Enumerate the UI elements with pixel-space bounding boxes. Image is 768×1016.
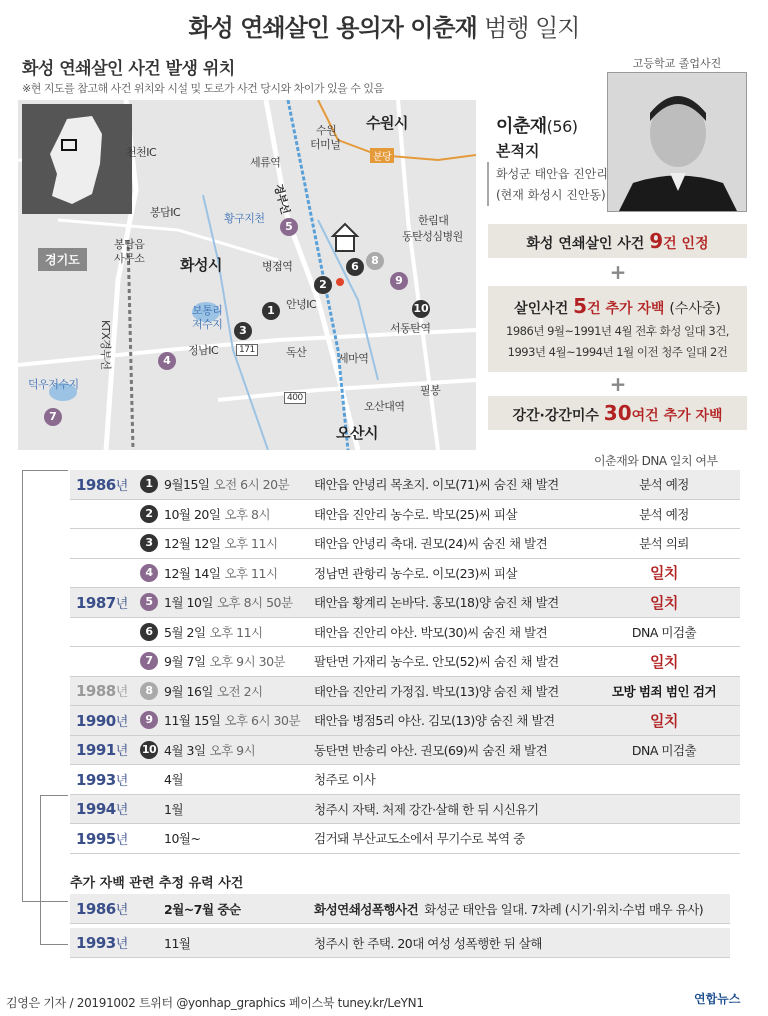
extra-table xyxy=(70,894,730,962)
label-hwaseong-city: 화성시 xyxy=(180,256,222,274)
timeline-row xyxy=(70,618,740,648)
box2-pre: 살인사건 xyxy=(514,301,574,317)
timeline-table xyxy=(70,470,740,854)
extra-title: 화성연쇄성폭행사건 xyxy=(314,901,419,917)
label-osan-city: 오산시 xyxy=(336,424,378,442)
case-date xyxy=(164,623,314,641)
date-text: 9월15일 xyxy=(164,477,210,493)
case-description: 정남면 관항리 농수로. 이모(23)씨 피살 xyxy=(314,565,518,581)
label-sema: 세마역 xyxy=(338,352,369,365)
label-ktx: KTX경부선 xyxy=(99,320,112,370)
dna-result: 일치 xyxy=(650,711,678,730)
case-date xyxy=(164,711,314,729)
dna-column-header: 이춘재와 DNA 일치 여부 xyxy=(594,454,718,468)
timeline-year xyxy=(70,770,140,789)
label-hwanggu: 황구지천 xyxy=(224,212,265,225)
dna-result: DNA 미검출 xyxy=(631,742,697,758)
title-main: 화성 연쇄살인 용의자 이춘재 xyxy=(188,14,477,42)
label-road-400: 400 xyxy=(284,392,306,404)
label-dosan: 독산 xyxy=(286,346,307,359)
label-seodongtan: 서동탄역 xyxy=(390,322,431,335)
timeline-row xyxy=(70,470,740,500)
suspect-name xyxy=(496,112,578,138)
extra-year xyxy=(70,899,140,918)
year-value: 1994 xyxy=(76,800,116,819)
label-suwon-city: 수원시 xyxy=(366,114,408,132)
year-value: 1993 xyxy=(76,934,116,952)
date-text: 4월 xyxy=(164,772,184,788)
map-marker-3: 3 xyxy=(234,322,252,340)
map-marker-10: 10 xyxy=(412,300,430,318)
label-suwon-terminal-2: 터미널 xyxy=(310,138,341,151)
case-description: 팔탄면 가재리 농수로. 안모(52)씨 숨진 채 발견 xyxy=(314,654,559,670)
time-text: 오후 8시 xyxy=(224,506,271,522)
map-marker-1: 1 xyxy=(262,302,280,320)
timeline-row xyxy=(70,736,740,766)
time-text: 오후 11시 xyxy=(224,536,278,552)
year-value: 1995 xyxy=(76,829,116,848)
timeline-row xyxy=(70,559,740,589)
date-text: 4월 3일 xyxy=(164,742,206,758)
extra-year xyxy=(70,933,140,952)
year-suffix: 년 xyxy=(115,773,128,789)
label-bundang: 분당 xyxy=(370,148,394,163)
case-date xyxy=(164,475,314,493)
extra-row xyxy=(70,928,730,958)
timeline-year xyxy=(70,799,140,818)
case-date xyxy=(164,593,314,611)
map-heading: 화성 연쇄살인 사건 발생 위치 xyxy=(22,59,235,79)
time-text: 오후 8시 50분 xyxy=(216,595,293,611)
timeline-year xyxy=(70,711,140,730)
box2-line2: 1986년 9월~1991년 4월 전후 화성 일대 3건, xyxy=(506,324,729,338)
date-text: 5월 2일 xyxy=(164,624,206,640)
case-date xyxy=(164,682,314,700)
case-number-badge: 8 xyxy=(140,682,158,700)
year-value: 1988 xyxy=(76,682,116,701)
suspect-age: (56) xyxy=(546,117,578,136)
korea-inset-map xyxy=(22,104,132,214)
extra-heading: 추가 자백 관련 추정 유력 사건 xyxy=(70,876,244,891)
case-number-badge: 10 xyxy=(140,741,158,759)
dna-result: 분석 예정 xyxy=(639,477,689,493)
label-bongdam-ic: 봉담IC xyxy=(150,206,181,219)
case-description: 청주로 이사 xyxy=(314,772,376,788)
case-number-badge: 4 xyxy=(140,564,158,582)
suspect-photo xyxy=(607,72,747,212)
dna-result: 모방 범죄 범인 검거 xyxy=(611,683,717,699)
case-number-badge: 9 xyxy=(140,711,158,729)
label-osandae: 오산대역 xyxy=(364,400,405,413)
suspect-name-text: 이춘재 xyxy=(496,116,547,137)
origin-label: 본적지 xyxy=(496,142,540,160)
timeline-year xyxy=(70,829,140,848)
case-number-badge: 3 xyxy=(140,534,158,552)
date-text: 11월 15일 xyxy=(164,713,221,729)
year-suffix: 년 xyxy=(115,803,128,819)
summary-box-murders xyxy=(488,286,747,372)
date-text: 10월 20일 xyxy=(164,506,221,522)
box2-line3: 1993년 4월~1994년 1월 이전 청주 일대 2건 xyxy=(507,345,728,359)
case-description: 태안읍 진안리 가정집. 박모(13)양 숨진 채 발견 xyxy=(314,683,559,699)
date-text: 10월~ xyxy=(164,831,201,847)
map-marker-6: 6 xyxy=(346,258,364,276)
dna-result: 분석 예정 xyxy=(639,506,689,522)
label-boryong-2: 저수지 xyxy=(192,318,223,331)
map-marker-5: 5 xyxy=(280,218,298,236)
case-date xyxy=(164,741,314,759)
photo-caption: 고등학교 졸업사진 xyxy=(632,57,722,70)
extra-row xyxy=(70,894,730,924)
year-suffix: 년 xyxy=(115,832,128,848)
year-suffix: 년 xyxy=(115,744,128,760)
year-suffix: 년 xyxy=(115,596,128,612)
extra-place: 화성군 태안읍 일대. 7차례 (시기·위치·수법 매우 유사) xyxy=(424,901,704,917)
box2-num: 5 xyxy=(573,294,588,318)
case-date xyxy=(164,564,314,582)
timeline-year xyxy=(70,593,140,612)
title-sub: 범행 일지 xyxy=(484,14,580,42)
case-description: 청주시 자택. 처제 강간·살해 한 뒤 시신유기 xyxy=(314,801,539,817)
case-number-badge: 1 xyxy=(140,475,158,493)
timeline-year xyxy=(70,475,140,494)
label-hallym-1: 한림대 xyxy=(418,214,449,227)
case-date xyxy=(164,652,314,670)
origin-divider xyxy=(487,162,489,206)
case-date xyxy=(164,505,314,523)
map-marker-4: 4 xyxy=(158,352,176,370)
time-text: 오후 9시 30분 xyxy=(209,654,286,670)
timeline-row xyxy=(70,795,740,825)
box2-red: 건 추가 자백 xyxy=(587,301,665,317)
box1-pre: 화성 연쇄살인 사건 xyxy=(526,236,650,252)
box2-post: (수사중) xyxy=(669,301,721,317)
year-value: 1990 xyxy=(76,711,116,730)
timeline-row xyxy=(70,765,740,795)
timeline-row xyxy=(70,824,740,854)
summary-box-confirmed xyxy=(488,224,747,258)
case-description: 태안읍 안녕리 목초지. 이모(71)씨 숨진 채 발견 xyxy=(314,477,559,493)
byline: 김영은 기자 / 20191002 트위터 @yonhap_graphics 페이스북 tuney.kr/LeYN1 xyxy=(6,996,424,1010)
timeline-row xyxy=(70,529,740,559)
case-description: 동탄면 반송리 야산. 권모(69)씨 숨진 채 발견 xyxy=(314,742,548,758)
year-suffix: 년 xyxy=(115,903,128,918)
year-suffix: 년 xyxy=(115,714,128,730)
date-text: 1월 10일 xyxy=(164,595,213,611)
label-pilbong: 필봉 xyxy=(420,384,441,397)
extra-description xyxy=(314,900,703,918)
label-seryu: 세류역 xyxy=(250,156,281,169)
timeline-year xyxy=(70,740,140,759)
label-suwon-terminal-1: 수원 xyxy=(316,124,337,137)
label-road-171: 171 xyxy=(236,344,258,356)
label-deoku: 덕우저수지 xyxy=(28,378,79,391)
date-text: 12월 12일 xyxy=(164,536,221,552)
case-number-badge: 2 xyxy=(140,505,158,523)
case-description: 태안읍 진안리 야산. 박모(30)씨 숨진 채 발견 xyxy=(314,624,548,640)
label-byeongjeom: 병점역 xyxy=(262,260,293,273)
extra-place: 청주시 한 주택. 20대 여성 성폭행한 뒤 살해 xyxy=(314,935,542,951)
date-text: 12월 14일 xyxy=(164,565,221,581)
case-number-badge: 5 xyxy=(140,593,158,611)
timeline-row xyxy=(70,588,740,618)
origin-address: 화성군 태안읍 진안리 xyxy=(496,167,608,181)
label-gyeongbu: 경부선 xyxy=(271,182,292,216)
label-boryong-1: 보통리 xyxy=(192,304,223,317)
label-jeongnam: 정남IC xyxy=(188,344,219,357)
timeline-row xyxy=(70,647,740,677)
date-text: 9월 16일 xyxy=(164,683,213,699)
label-bongdam-office-1: 봉담읍 xyxy=(114,238,145,251)
year-suffix: 년 xyxy=(115,937,128,952)
box1-num: 9 xyxy=(649,229,664,253)
yonhap-logo: 연합뉴스 xyxy=(694,992,741,1006)
case-description: 태안읍 안녕리 축대. 권모(24)씨 숨진 채 발견 xyxy=(314,536,548,552)
time-text: 오후 9시 xyxy=(209,742,256,758)
dna-result: 일치 xyxy=(650,564,678,583)
time-text: 오전 6시 20분 xyxy=(213,477,290,493)
summary-box-rapes xyxy=(488,396,747,430)
page-title xyxy=(0,8,768,43)
case-date xyxy=(164,534,314,552)
year-suffix: 년 xyxy=(115,685,128,701)
date-text: 1월 xyxy=(164,801,184,817)
extra-date: 2월~7월 중순 xyxy=(164,901,241,917)
date-text: 9월 7일 xyxy=(164,654,206,670)
box3-num: 30 xyxy=(603,401,632,425)
plus-sign-2: + xyxy=(609,372,627,396)
case-date xyxy=(164,770,314,788)
crime-location-map xyxy=(18,100,476,450)
case-description: 태안읍 진안리 농수로. 박모(25)씨 피살 xyxy=(314,506,518,522)
time-text: 오후 6시 30분 xyxy=(224,713,301,729)
case-date xyxy=(164,800,314,818)
label-hallym-2: 동탄성심병원 xyxy=(402,230,463,243)
timeline-row xyxy=(70,500,740,530)
case-description: 태안읍 황계리 논바닥. 홍모(18)양 숨진 채 발견 xyxy=(314,595,559,611)
timeline-row xyxy=(70,706,740,736)
extra-date: 11월 xyxy=(164,935,191,951)
dna-result: 일치 xyxy=(650,652,678,671)
plus-sign: + xyxy=(609,260,627,284)
case-description: 태안읍 병점5리 야산. 김모(13)양 숨진 채 발견 xyxy=(314,713,555,729)
label-bongdam-office-2: 사무소 xyxy=(114,252,145,265)
time-text: 오전 2시 xyxy=(216,683,263,699)
map-marker-9: 9 xyxy=(390,272,408,290)
timeline-row xyxy=(70,677,740,707)
time-text: 오후 11시 xyxy=(224,565,278,581)
case-number-badge: 7 xyxy=(140,652,158,670)
box3-red: 여건 추가 자백 xyxy=(631,408,723,424)
extra-description xyxy=(314,934,542,952)
gyeonggi-tag: 경기도 xyxy=(38,248,87,271)
origin-address-current: (현재 화성시 진안동) xyxy=(496,188,606,202)
year-value: 1986 xyxy=(76,475,116,494)
timeline-bracket-1993 xyxy=(40,795,68,945)
dna-result: DNA 미검출 xyxy=(631,624,697,640)
time-text: 오후 11시 xyxy=(209,624,263,640)
year-suffix: 년 xyxy=(115,478,128,494)
case-date xyxy=(164,829,314,847)
box1-post: 건 인정 xyxy=(663,236,709,252)
label-anyeong: 안녕IC xyxy=(286,298,317,311)
map-marker-2: 2 xyxy=(314,276,332,294)
map-marker-8: 8 xyxy=(366,252,384,270)
case-number-badge: 6 xyxy=(140,623,158,641)
year-value: 1991 xyxy=(76,741,116,760)
map-marker-7: 7 xyxy=(44,408,62,426)
dna-result: 일치 xyxy=(650,593,678,612)
box3-pre: 강간·강간미수 xyxy=(512,408,604,424)
case-description: 검거돼 부산교도소에서 무기수로 복역 중 xyxy=(314,831,525,847)
dna-result: 분석 의뢰 xyxy=(639,536,689,552)
year-value: 1987 xyxy=(76,593,116,612)
year-value: 1993 xyxy=(76,770,116,789)
timeline-year xyxy=(70,681,140,700)
map-note: ※현 지도를 참고해 사건 위치와 시설 및 도로가 사건 당시와 차이가 있을 수 있음 xyxy=(22,82,384,95)
year-value: 1986 xyxy=(76,900,116,918)
label-cheoncheon: 천천IC xyxy=(126,146,157,159)
